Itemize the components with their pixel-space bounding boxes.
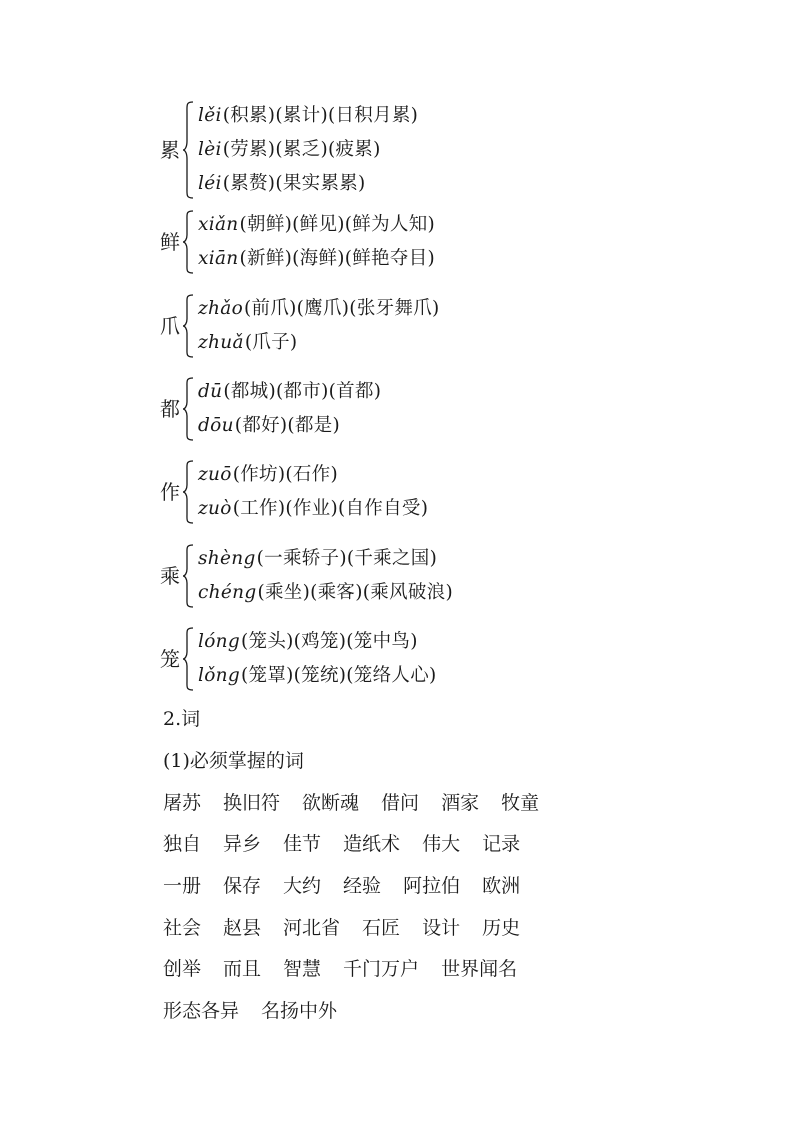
pinyin: lóng	[198, 631, 241, 652]
section-title: 2.词	[163, 708, 201, 730]
reading-line	[198, 409, 381, 443]
reading-line	[198, 625, 437, 659]
vocab-word: 酒家	[441, 792, 480, 814]
vocab-word: 形态各异	[163, 1000, 240, 1022]
vocab-word: 名扬中外	[261, 1000, 338, 1022]
vocab-word: 千门万户	[343, 958, 420, 980]
vocab-word: 保存	[223, 875, 262, 897]
vocab-word: 创举	[163, 958, 202, 980]
polyphone-group-cheng	[160, 542, 453, 610]
vocab-word: 牧童	[501, 792, 540, 814]
reading-line	[198, 576, 453, 610]
polyphone-group-zhao	[160, 292, 440, 360]
example-words: (笼头)(鸡笼)(笼中鸟)	[241, 631, 418, 652]
pinyin: lǒng	[198, 665, 241, 686]
reading-line	[198, 242, 435, 276]
polyphone-char: 都	[160, 397, 180, 421]
vocab-word: 河北省	[283, 917, 341, 939]
pinyin: xiǎn	[198, 214, 239, 235]
polyphone-group-lei	[160, 99, 418, 201]
pinyin: dū	[198, 381, 223, 402]
vocab-word: 佳节	[283, 833, 322, 855]
vocab-word: 独自	[163, 833, 202, 855]
left-brace-icon	[182, 101, 194, 199]
vocab-word: 借问	[381, 792, 420, 814]
word-row	[163, 794, 561, 813]
vocab-word: 屠苏	[163, 792, 202, 814]
vocab-word: 异乡	[223, 833, 262, 855]
vocab-word: 一册	[163, 875, 202, 897]
word-row	[163, 1002, 359, 1021]
pinyin: xiān	[198, 248, 239, 269]
vocab-word: 欧洲	[482, 875, 521, 897]
vocab-word: 智慧	[283, 958, 322, 980]
reading-line	[198, 326, 440, 360]
vocab-word: 欲断魂	[302, 792, 360, 814]
example-words: (作坊)(石作)	[232, 464, 338, 485]
vocab-word: 石匠	[362, 917, 401, 939]
pinyin: lěi	[198, 105, 222, 126]
word-row	[163, 877, 542, 896]
example-words: (爪子)	[244, 332, 298, 353]
example-words: (累赘)(果实累累)	[222, 173, 366, 194]
vocab-word: 经验	[343, 875, 382, 897]
left-brace-icon	[182, 627, 194, 691]
example-words: (前爪)(鹰爪)(张牙舞爪)	[244, 298, 440, 319]
polyphone-char: 鲜	[160, 230, 180, 254]
pinyin: shèng	[198, 548, 256, 569]
pinyin: zhuǎ	[198, 332, 244, 353]
vocab-word: 历史	[482, 917, 521, 939]
reading-line	[198, 659, 437, 693]
pinyin: léi	[198, 173, 222, 194]
example-words: (乘坐)(乘客)(乘风破浪)	[257, 582, 453, 603]
vocab-word: 而且	[223, 958, 262, 980]
reading-line	[198, 133, 418, 167]
example-words: (都城)(都市)(首都)	[223, 381, 382, 402]
example-words: (都好)(都是)	[234, 415, 341, 436]
reading-line	[198, 458, 428, 492]
reading-line	[198, 292, 440, 326]
reading-line	[198, 167, 418, 201]
reading-line	[198, 208, 435, 242]
polyphone-group-du	[160, 375, 381, 443]
example-words: (朝鲜)(鲜见)(鲜为人知)	[239, 214, 436, 235]
reading-line	[198, 542, 453, 576]
reading-line	[198, 492, 428, 526]
polyphone-char: 笼	[160, 647, 180, 671]
vocab-word: 造纸术	[343, 833, 401, 855]
vocab-word: 记录	[482, 833, 521, 855]
polyphone-group-xian	[160, 208, 435, 276]
left-brace-icon	[182, 460, 194, 524]
polyphone-group-long	[160, 625, 437, 693]
reading-line	[198, 375, 381, 409]
vocab-word: 伟大	[422, 833, 461, 855]
vocab-word: 赵县	[223, 917, 262, 939]
word-row	[163, 835, 542, 854]
vocab-word: 换旧符	[223, 792, 281, 814]
example-words: (工作)(作业)(自作自受)	[232, 498, 429, 519]
subsection-title: (1)必须掌握的词	[163, 750, 304, 772]
vocab-word: 世界闻名	[441, 958, 518, 980]
example-words: (新鲜)(海鲜)(鲜艳夺目)	[239, 248, 436, 269]
example-words: (积累)(累计)(日积月累)	[222, 105, 419, 126]
vocab-word: 阿拉伯	[403, 875, 461, 897]
pinyin: zhǎo	[198, 298, 244, 319]
left-brace-icon	[182, 294, 194, 358]
example-words: (一乘轿子)(千乘之国)	[256, 548, 438, 569]
left-brace-icon	[182, 544, 194, 608]
pinyin: lèi	[198, 139, 222, 160]
left-brace-icon	[182, 210, 194, 274]
word-row	[163, 919, 542, 938]
vocab-word: 设计	[422, 917, 461, 939]
polyphone-group-zuo	[160, 458, 428, 526]
pinyin: dōu	[198, 415, 234, 436]
vocab-word: 大约	[283, 875, 322, 897]
word-row	[163, 960, 539, 979]
vocab-word: 社会	[163, 917, 202, 939]
pinyin: chéng	[198, 582, 257, 603]
reading-line	[198, 99, 418, 133]
polyphone-char: 乘	[160, 564, 180, 588]
example-words: (笼罩)(笼统)(笼络人心)	[241, 665, 437, 686]
example-words: (劳累)(累乏)(疲累)	[222, 139, 381, 160]
pinyin: zuò	[198, 498, 232, 519]
pinyin: zuō	[198, 464, 232, 485]
polyphone-char: 作	[160, 480, 180, 504]
polyphone-char: 累	[160, 138, 180, 162]
polyphone-char: 爪	[160, 314, 180, 338]
left-brace-icon	[182, 377, 194, 441]
